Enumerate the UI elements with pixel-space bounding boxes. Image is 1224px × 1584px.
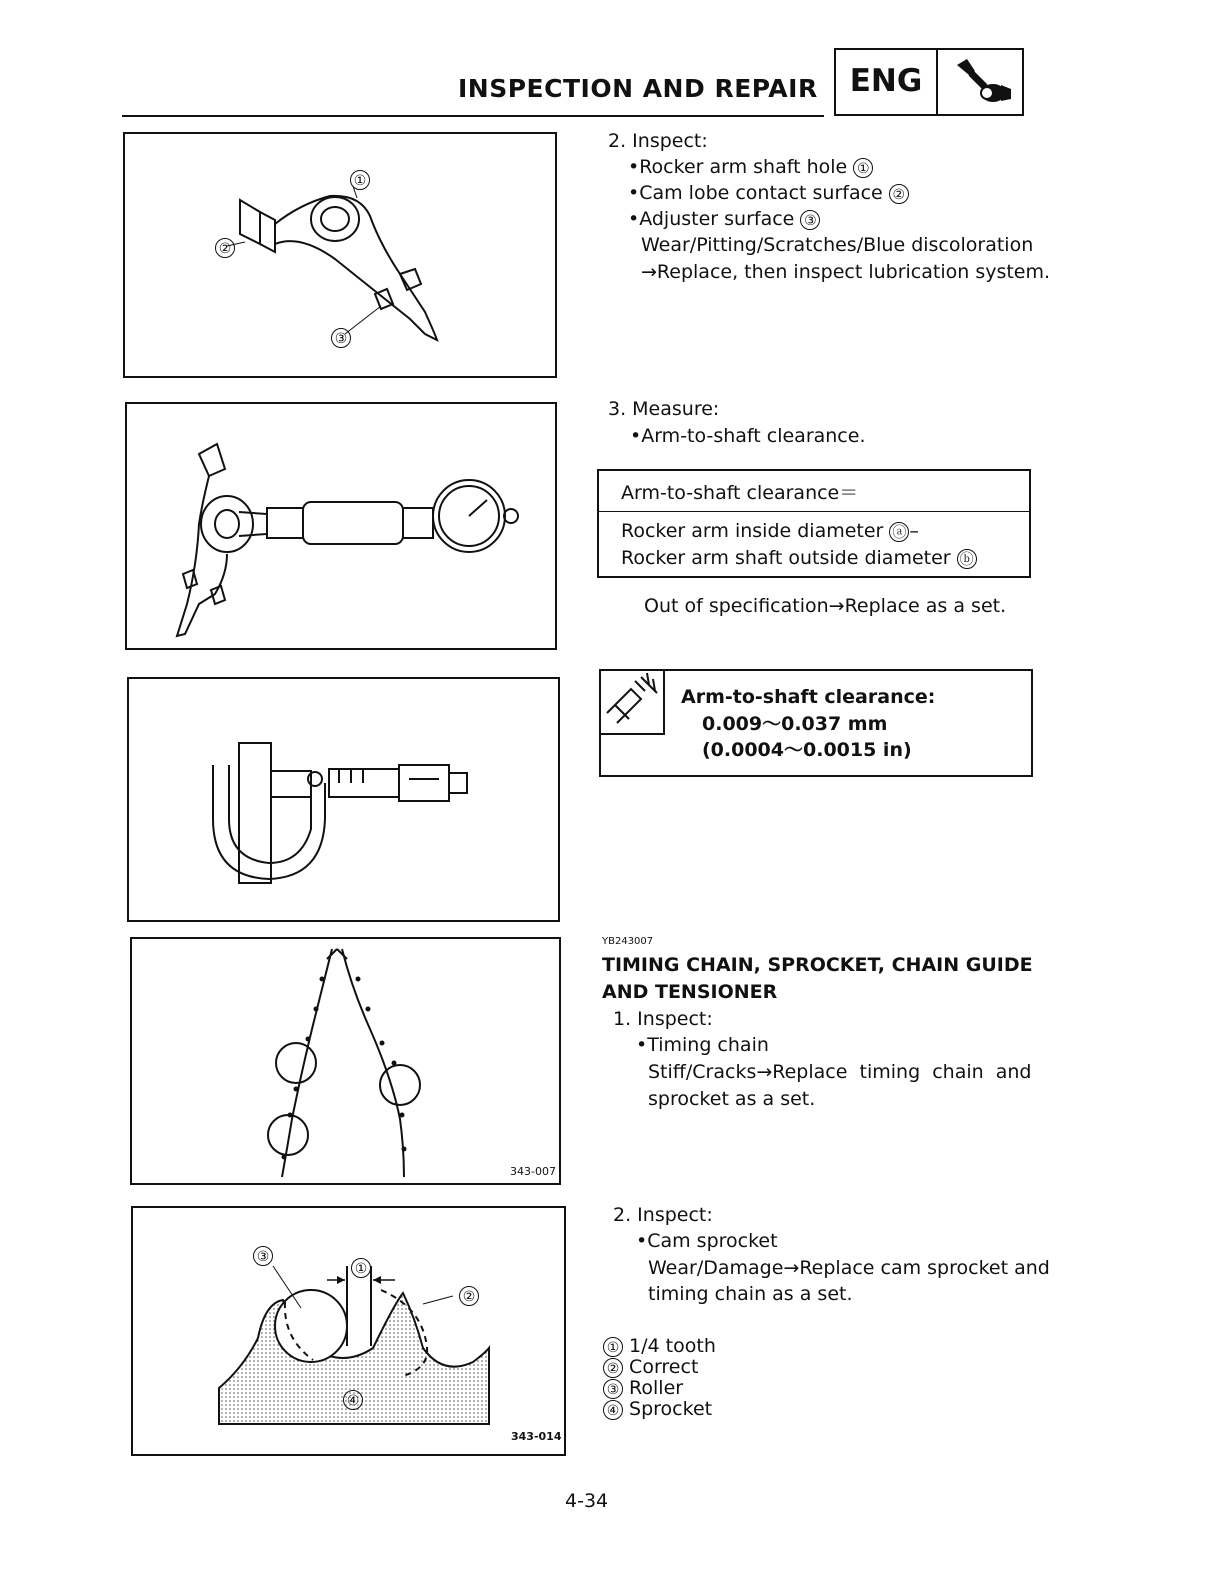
formula-line-1: Rocker arm inside diameter ⓐ – bbox=[621, 520, 919, 542]
measure-item: •Arm-to-shaft clearance. bbox=[630, 425, 866, 447]
section-code: YB243007 bbox=[602, 936, 654, 947]
action-text: →Replace, then inspect lubrication system. bbox=[641, 261, 1051, 283]
rocker-arm-figure bbox=[123, 132, 557, 378]
section-heading: AND TENSIONER bbox=[602, 981, 778, 1003]
formula-box bbox=[597, 469, 1031, 578]
callout-1: ① bbox=[351, 1258, 371, 1278]
page-title: INSPECTION AND REPAIR bbox=[458, 74, 818, 103]
header-rule bbox=[122, 115, 824, 117]
section-heading: TIMING CHAIN, SPROCKET, CHAIN GUIDE bbox=[602, 954, 1033, 976]
callout-4: ④ bbox=[343, 1390, 363, 1410]
callout-2: ② bbox=[215, 238, 235, 258]
action-text: sprocket as a set. bbox=[648, 1088, 816, 1110]
figure-code: 343-007 bbox=[510, 1165, 556, 1178]
formula-divider bbox=[599, 511, 1029, 512]
callout-3: ③ bbox=[253, 1246, 273, 1266]
legend bbox=[603, 1336, 716, 1420]
caliper-icon bbox=[601, 671, 665, 735]
sprocket-figure bbox=[131, 1206, 566, 1456]
legend-item: ② Correct bbox=[603, 1357, 716, 1378]
condition-text: Wear/Pitting/Scratches/Blue discoloration bbox=[641, 234, 1034, 256]
page-number: 4-34 bbox=[565, 1490, 609, 1512]
spec-imperial: (0.0004～0.0015 in) bbox=[702, 739, 912, 761]
legend-item: ① 1/4 tooth bbox=[603, 1336, 716, 1357]
spec-metric: 0.009～0.037 mm bbox=[702, 713, 888, 735]
legend-item: ④ Sprocket bbox=[603, 1399, 716, 1420]
action-text: Stiff/Cracks→Replace timing chain and bbox=[648, 1061, 1032, 1083]
action-text: timing chain as a set. bbox=[648, 1283, 853, 1305]
section-label: ENG bbox=[836, 50, 938, 114]
engine-wrench-icon bbox=[938, 50, 1022, 114]
step-title: 2. Inspect: bbox=[608, 130, 708, 152]
inspect-item: •Adjuster surface ③ bbox=[628, 206, 820, 233]
callout-2: ② bbox=[459, 1286, 479, 1306]
inspect-item: •Cam lobe contact surface ② bbox=[628, 180, 909, 207]
step-title: 2. Inspect: bbox=[613, 1204, 713, 1226]
spec-box bbox=[599, 669, 1033, 777]
spec-label: Arm-to-shaft clearance: bbox=[681, 686, 936, 708]
callout-1: ① bbox=[350, 170, 370, 190]
formula-line-2: Rocker arm shaft outside diameter ⓑ bbox=[621, 545, 977, 572]
out-of-spec-text: Out of specification→Replace as a set. bbox=[644, 595, 1007, 617]
bore-gauge-figure bbox=[125, 402, 557, 650]
figure-code: 343-014 bbox=[511, 1430, 562, 1443]
timing-chain-figure bbox=[130, 937, 561, 1185]
section-badge bbox=[834, 48, 1024, 116]
formula-title: Arm-to-shaft clearance＝ bbox=[621, 482, 859, 504]
inspect-item: •Cam sprocket bbox=[636, 1230, 778, 1252]
inspect-item: •Rocker arm shaft hole ① bbox=[628, 154, 873, 181]
action-text: Wear/Damage→Replace cam sprocket and bbox=[648, 1257, 1050, 1279]
micrometer-figure bbox=[127, 677, 560, 922]
legend-item: ③ Roller bbox=[603, 1378, 716, 1399]
inspect-item: •Timing chain bbox=[636, 1034, 769, 1056]
callout-3: ③ bbox=[331, 328, 351, 348]
step-title: 1. Inspect: bbox=[613, 1008, 713, 1030]
step-title: 3. Measure: bbox=[608, 398, 720, 420]
